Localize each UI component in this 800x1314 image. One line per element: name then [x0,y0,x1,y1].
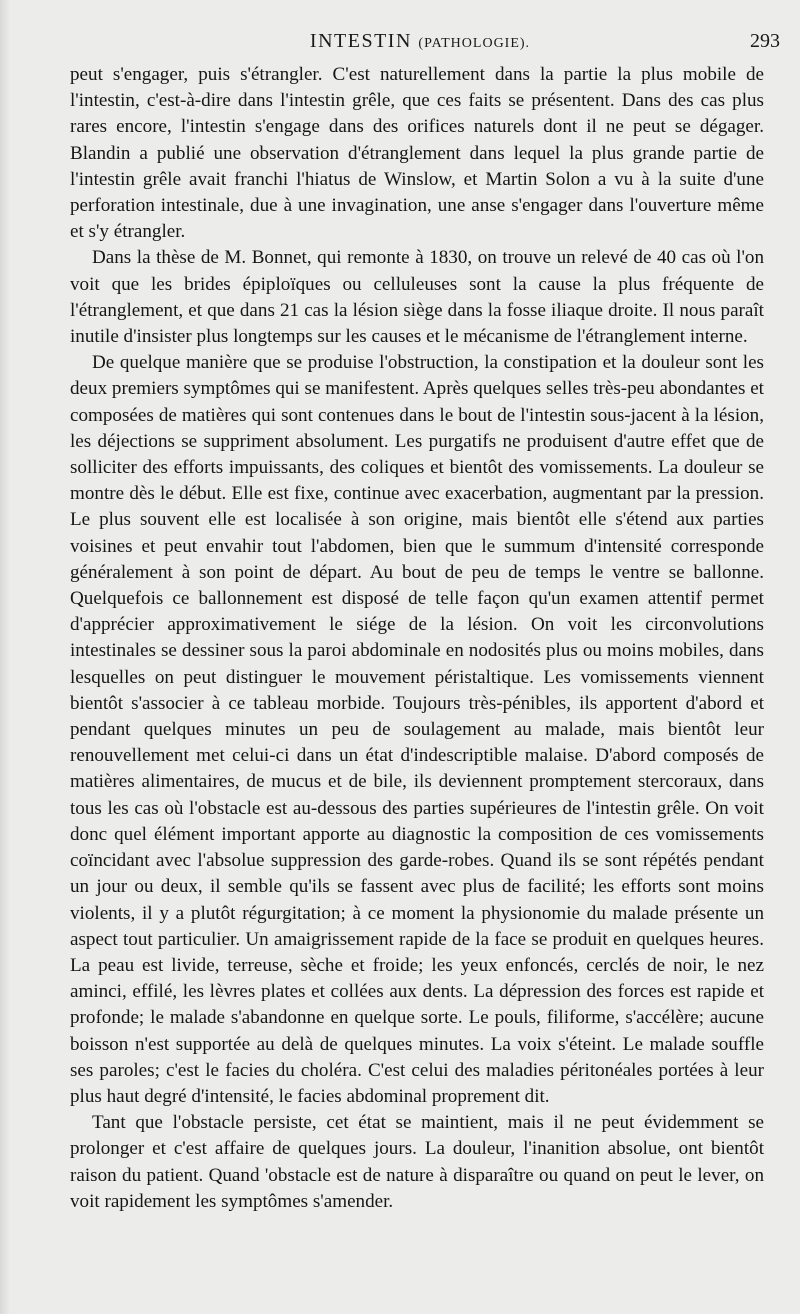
paragraph-symptoms: De quelque manière que se produise l'obstruction, la constipation et la douleur sont les deux premiers symptômes qui se manifestent. Après quelques selles très-peu abondantes et composées de matières qui sont contenues dans le bout de l'intestin sous-jacent à la lésion, les déjections se suppriment absolument. Les purgatifs ne produisent d'autre effet que de solliciter des efforts impuissants, des coliques et bientôt des vomissements. La douleur se montre dès le début. Elle est fixe, continue avec exacerbation, augmentant par la pression. Le plus souvent elle est localisée à son origine, mais bientôt elle s'étend aux parties voisines et peut envahir tout l'abdomen, bien que le summum d'intensité corresponde généralement à son point de départ. Au bout de peu de temps le ventre se ballonne. Quelquefois ce ballonnement est disposé de telle façon qu'un examen attentif permet d'apprécier approximativement le siége de la lésion. On voit les circonvolutions intestinales se dessiner sous la paroi abdominale en nodosités plus ou moins mobiles, dans lesquelles on peut distinguer le mouvement péristaltique. Les vomissements viennent bientôt s'associer à ce tableau morbide. Toujours très-pénibles, ils apportent d'abord et pendant quelques minutes un peu de soulagement au malade, mais bientôt leur renouvellement met celui-ci dans un état d'indescriptible malaise. D'abord composés de matières alimentaires, de mucus et de bile, ils deviennent promptement stercoraux, dans tous les cas où l'obstacle est au-dessous des parties supérieures de l'intestin grêle. On voit donc quel élément important apporte au diagnostic la composition de ces vomissements coïncidant avec l'absolue suppression des garde-robes. Quand ils se sont répétés pendant un jour ou deux, il semble qu'ils se fassent avec plus de facilité; les efforts sont moins violents, il y a plutôt régurgitation; à ce moment la physionomie du malade présente un aspect tout particulier. Un amaigrissement rapide de la face se produit en quelques heures. La peau est livide, terreuse, sèche et froide; les yeux enfoncés, cerclés de noir, le nez aminci, effilé, les lèvres plates et collées aux dents. La dépression des forces est rapide et profonde; le malade s'abandonne en quelque sorte. Le pouls, filiforme, s'accélère; aucune boisson n'est supportée au delà de quelques minutes. La voix s'éteint. Le malade souffle ses paroles; c'est le facies du choléra. C'est celui des maladies péritonéales portées à leur plus haut degré d'intensité, le facies abdominal proprement dit. [70,352,764,1107]
page-gutter [0,0,10,1314]
running-head [60,30,780,60]
body-text [70,62,764,1215]
paragraph-continued: peut s'engager, puis s'étrangler. C'est naturellement dans la partie la plus mobile de l'intestin, c'est-à-dire dans l'intestin grêle, que ces faits se présentent. Dans des cas plus rares encore, l'intestin s'engage dans des orifices naturels dont il ne peut se dégager. Blandin a publié une observation d'étranglement dans lequel la plus grande partie de l'intestin grêle avait franchi l'hiatus de Winslow, et Martin Solon a vu à la suite d'une perforation intestinale, due à une invagination, une anse s'engager dans l'ouverture même et s'y étrangler. [70,64,764,243]
paragraph-bonnet: Dans la thèse de M. Bonnet, qui remonte à 1830, on trouve un relevé de 40 cas où l'on voit que les brides épiploïques ou celluleuses sont la cause la plus fréquente de l'étranglement, et que dans 21 cas la lésion siège dans la fosse iliaque droite. Il nous paraît inutile d'insister plus longtemps sur les causes et le mécanisme de l'étranglement interne. [70,247,764,348]
running-head-title [60,30,780,53]
paragraph-outcome: Tant que l'obstacle persiste, cet état se maintient, mais il ne peut évidemment se prolonger et c'est affaire de quelques jours. La douleur, l'inanition absolue, ont bientôt raison du patient. Quand 'obstacle est de nature à disparaître ou quand on peut le lever, on voit rapidement les symptômes s'amender. [70,1112,764,1212]
running-head-main: INTESTIN [309,30,412,52]
page-number: 293 [750,30,780,52]
running-head-sub: (PATHOLOGIE). [418,36,531,51]
